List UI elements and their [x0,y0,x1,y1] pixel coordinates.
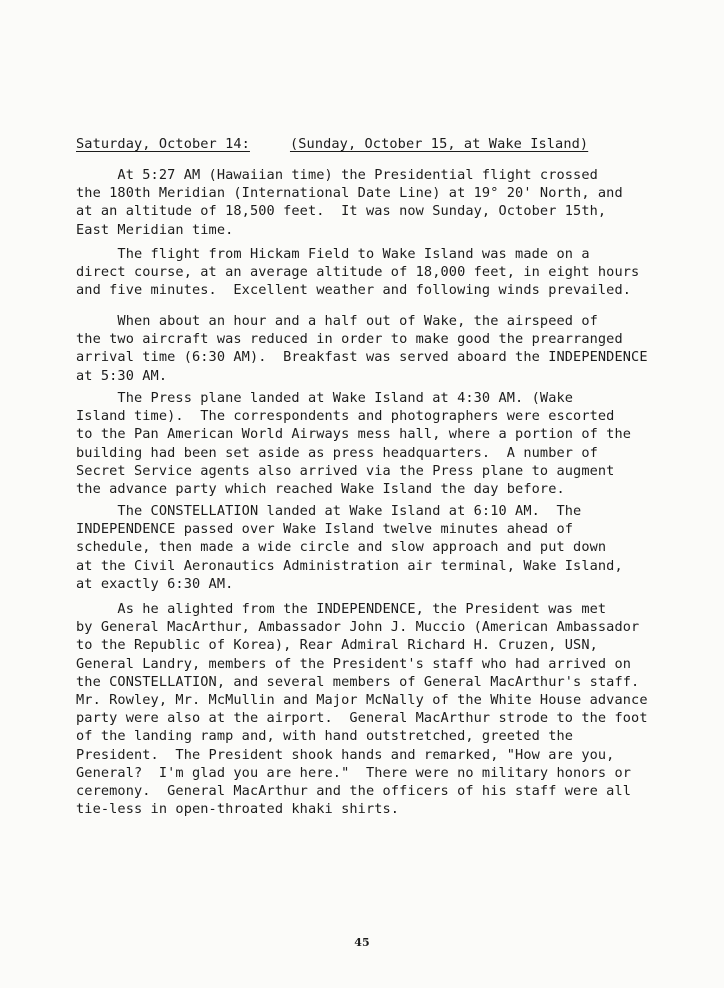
text-line: INDEPENDENCE passed over Wake Island twelve minutes ahead of [76,521,574,538]
text-line: and five minutes. Excellent weather and following winds prevailed. [76,282,632,299]
text-line: direct course, at an average altitude of 18,000 feet, in eight hours [76,264,640,281]
paragraph-constellation-landing [76,502,676,593]
text-line: The Press plane landed at Wake Island at 4:30 AM. (Wake [76,390,574,406]
text-line: building had been set aside as press headquarters. A number of [76,444,598,461]
text-line: tie-less in open-throated khaki shirts. [76,801,400,818]
text-line: to the Pan American World Airways mess hall, where a portion of the [76,426,632,443]
text-line: As he alighted from the INDEPENDENCE, the President was met [76,601,607,617]
text-line: of the landing ramp and, with hand outstretched, greeted the [76,728,574,745]
text-line: arrival time (6:30 AM). Breakfast was served aboard the INDEPENDENCE [76,349,648,366]
text-line: at the Civil Aeronautics Administration air terminal, Wake Island, [76,557,623,574]
text-line: Secret Service agents also arrived via the Press plane to augment [76,462,615,479]
text-line: President. The President shook hands and remarked, "How are you, [76,746,615,763]
text-line: the advance party which reached Wake Island the day before. [76,480,565,497]
paragraph-arrival-time [76,312,676,385]
text-line: the 180th Meridian (International Date Line) at 19° 20' North, and [76,185,623,202]
text-line: by General MacArthur, Ambassador John J. Muccio (American Ambassador [76,619,640,636]
text-line: party were also at the airport. General MacArthur strode to the foot [76,710,648,727]
text-line: the two aircraft was reduced in order to make good the prearranged [76,331,623,348]
text-line: ceremony. General MacArthur and the officers of his staff were all [76,782,632,799]
text-line: The flight from Hickam Field to Wake Island was made on a [76,246,590,262]
text-line: General? I'm glad you are here." There were no military honors or [76,764,632,781]
text-line: When about an hour and a half out of Wake, the airspeed of [76,313,598,329]
page-number: 45 [354,936,370,949]
text-line: At 5:27 AM (Hawaiian time) the Presidential flight crossed [76,167,598,183]
text-line: The CONSTELLATION landed at Wake Island at 6:10 AM. The [76,503,582,519]
heading-date: Saturday, October 14: [76,136,250,152]
paragraph-president-arrival [76,600,676,818]
text-line: Mr. Rowley, Mr. McMullin and Major McNally of the White House advance [76,691,648,708]
paragraph-date-line-crossing [76,166,676,239]
text-line: to the Republic of Korea), Rear Admiral Richard H. Cruzen, USN, [76,637,598,654]
heading-location-date: (Sunday, October 15, at Wake Island) [289,136,589,152]
text-line: East Meridian time. [76,221,234,238]
section-heading [76,136,588,152]
text-line: at exactly 6:30 AM. [76,575,234,592]
text-line: General Landry, members of the President's staff who had arrived on [76,655,632,672]
paragraph-press-plane [76,389,676,498]
text-line: schedule, then made a wide circle and slow approach and put down [76,539,607,556]
text-line: the CONSTELLATION, and several members of General MacArthur's staff. [76,673,640,690]
text-line: at an altitude of 18,500 feet. It was now Sunday, October 15th, [76,203,607,220]
text-line: Island time). The correspondents and photographers were escorted [76,408,615,425]
text-line: at 5:30 AM. [76,367,168,384]
paragraph-flight-course [76,245,676,300]
